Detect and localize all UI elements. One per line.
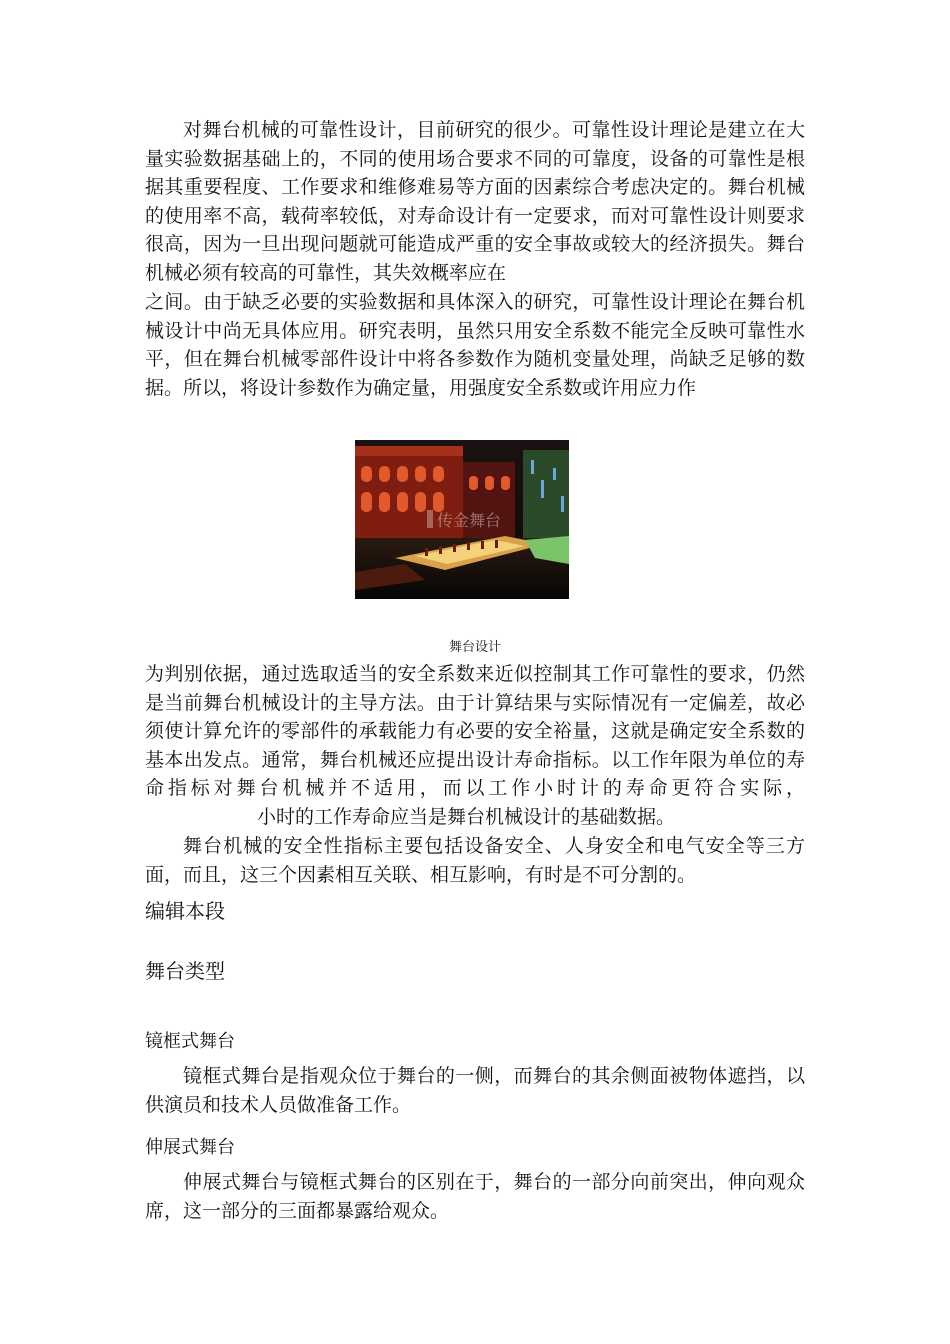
paragraph-text: 镜框式舞台是指观众位于舞台的一侧，而舞台的其余侧面被物体遮挡，以供演员和技术人员做准备工作。 [145,1065,805,1116]
type-title-thrust: 伸展式舞台 [145,1137,235,1158]
edit-section-link[interactable]: 编辑本段 [145,899,225,923]
stage-photo-illustration [355,440,569,599]
watermark-text: 传金舞台 [437,511,502,530]
type-description-proscenium [145,1062,805,1119]
stage-photo [355,440,569,599]
section-title: 舞台类型 [145,959,225,983]
paragraph-text: 伸展式舞台与镜框式舞台的区别在于，舞台的一部分向前突出，伸向观众席，这一部分的三面都暴露给观众。 [145,1171,805,1222]
paragraph-safety-factor [145,660,805,832]
paragraph-text: 小时的工作寿命应当是舞台机械设计的基础数据。 [257,805,676,828]
paragraph-reliability-2 [145,288,805,402]
figure-caption: 舞台设计 [448,640,501,655]
paragraph-safety-indicators [145,832,805,889]
paragraph-reliability-1 [145,116,805,288]
paragraph-text: 之间。由于缺乏必要的实验数据和具体深入的研究，可靠性设计理论在舞台机械设计中尚无具体应用。研究表明，虽然只用安全系数不能完全反映可靠性水平，但在舞台机械零部件设计中将各参数作为随机变量处理，尚缺乏足够的数据。所以，将设计参数作为确定量，用强度安全系数或许用应力作 [145,291,805,399]
paragraph-text: 舞台机械的安全性指标主要包括设备安全、人身安全和电气安全等三方面，而且，这三个因素相互关联、相互影响，有时是不可分割的。 [145,835,805,886]
paragraph-text: 为判别依据，通过选取适当的安全系数来近似控制其工作可靠性的要求，仍然是当前舞台机械设计的主导方法。由于计算结果与实际情况有一定偏差，故必须使计算允许的零部件的承载能力有必要的安全裕量，这就是确定安全系数的基本出发点。通常，舞台机械还应提出设计寿命指标。以工作年限为单位的寿命指标对舞台机械并不适用，而以工作小时计的寿命更符合实际， [145,663,805,800]
paragraph-text: 对舞台机械的可靠性设计，目前研究的很少。可靠性设计理论是建立在大量实验数据基础上的，不同的使用场合要求不同的可靠度，设备的可靠性是根据其重要程度、工作要求和维修难易等方面的因素综合考虑决定的。舞台机械的使用率不高，载荷率较低，对寿命设计有一定要求，而对可靠性设计则要求很高，因为一旦出现问题就可能造成严重的安全事故或较大的经济损失。舞台机械必须有较高的可靠性，其失效概率应在 [145,119,805,284]
type-title-proscenium: 镜框式舞台 [145,1031,235,1052]
type-description-thrust [145,1168,805,1225]
